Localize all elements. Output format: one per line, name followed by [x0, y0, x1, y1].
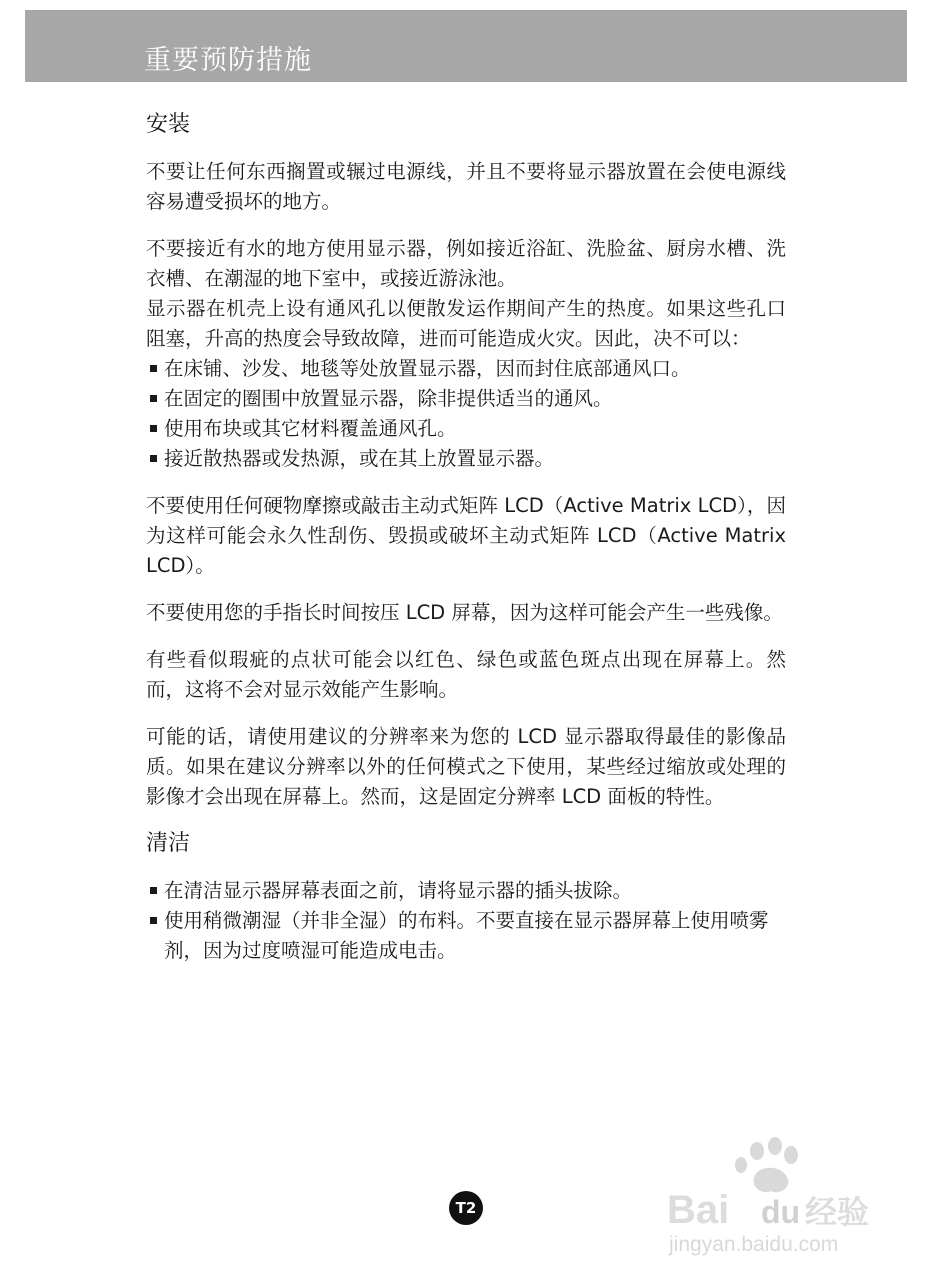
- list-item: [146, 384, 786, 414]
- list-item: [146, 444, 786, 474]
- list-item: [146, 906, 786, 966]
- installation-paragraph-6: 有些看似瑕疵的点状可能会以红色、绿色或蓝色斑点出现在屏幕上。然而，这将不会对显示效能产生影响。: [146, 648, 786, 701]
- list-item-text: 在床铺、沙发、地毯等处放置显示器，因而封住底部通风口。: [164, 357, 691, 380]
- watermark-url: jingyan.baidu.com: [669, 1233, 839, 1256]
- installation-paragraph-7: 可能的话，请使用建议的分辨率来为您的 LCD 显示器取得最佳的影像品质。如果在建议分辨率以外的任何模式之下使用，某些经过缩放或处理的影像才会出现在屏幕上。然而，这是固定分辨率 LCD 面板的特性。: [146, 725, 786, 808]
- list-item-text: 使用布块或其它材料覆盖通风孔。: [164, 417, 457, 440]
- section-heading-installation: 安装: [146, 112, 191, 137]
- installation-paragraph-1: 不要让任何东西搁置或辗过电源线，并且不要将显示器放置在会使电源线容易遭受损坏的地方。: [146, 160, 786, 213]
- header-bar: [25, 10, 907, 82]
- list-item-text: 在固定的圈围中放置显示器，除非提供适当的通风。: [164, 387, 613, 410]
- page-title: 重要预防措施: [144, 45, 312, 76]
- bullet-square-icon: [150, 455, 157, 462]
- bullet-square-icon: [150, 917, 157, 924]
- section-heading-cleaning: 清洁: [146, 831, 191, 856]
- baidu-jingyan-watermark: [665, 1135, 915, 1270]
- bullet-square-icon: [150, 425, 157, 432]
- bullet-square-icon: [150, 887, 157, 894]
- bullet-square-icon: [150, 395, 157, 402]
- page-number-badge: T2: [449, 1191, 483, 1225]
- watermark-brand-suffix: du: [761, 1194, 801, 1230]
- list-item-text: 接近散热器或发热源，或在其上放置显示器。: [164, 447, 555, 470]
- list-item-text: 在清洁显示器屏幕表面之前，请将显示器的插头拔除。: [164, 879, 633, 902]
- watermark-brand: Bai: [667, 1188, 730, 1232]
- installation-paragraph-2: 不要接近有水的地方使用显示器，例如接近浴缸、洗脸盆、厨房水槽、洗衣槽、在潮湿的地下室中，或接近游泳池。: [146, 237, 786, 290]
- list-item: [146, 876, 786, 906]
- ventilation-warning-list: [146, 354, 786, 474]
- content-body: [146, 110, 786, 966]
- list-item: [146, 414, 786, 444]
- installation-paragraph-5: 不要使用您的手指长时间按压 LCD 屏幕，因为这样可能会产生一些残像。: [146, 601, 783, 624]
- paw-icon: [735, 1137, 798, 1192]
- watermark-service: 经验: [805, 1194, 870, 1230]
- bullet-square-icon: [150, 365, 157, 372]
- cleaning-list: [146, 876, 786, 966]
- list-item-text: 使用稍微潮湿（并非全湿）的布料。不要直接在显示器屏幕上使用喷雾剂，因为过度喷湿可能造成电击。: [164, 909, 769, 962]
- installation-paragraph-3: 显示器在机壳上设有通风孔以便散发运作期间产生的热度。如果这些孔口阻塞，升高的热度会导致故障，进而可能造成火灾。因此，决不可以：: [146, 297, 786, 350]
- list-item: [146, 354, 786, 384]
- installation-paragraph-4: 不要使用任何硬物摩擦或敲击主动式矩阵 LCD（Active Matrix LCD），因为这样可能会永久性刮伤、毁损或破坏主动式矩阵 LCD（Active Matrix LCD）。: [146, 494, 786, 577]
